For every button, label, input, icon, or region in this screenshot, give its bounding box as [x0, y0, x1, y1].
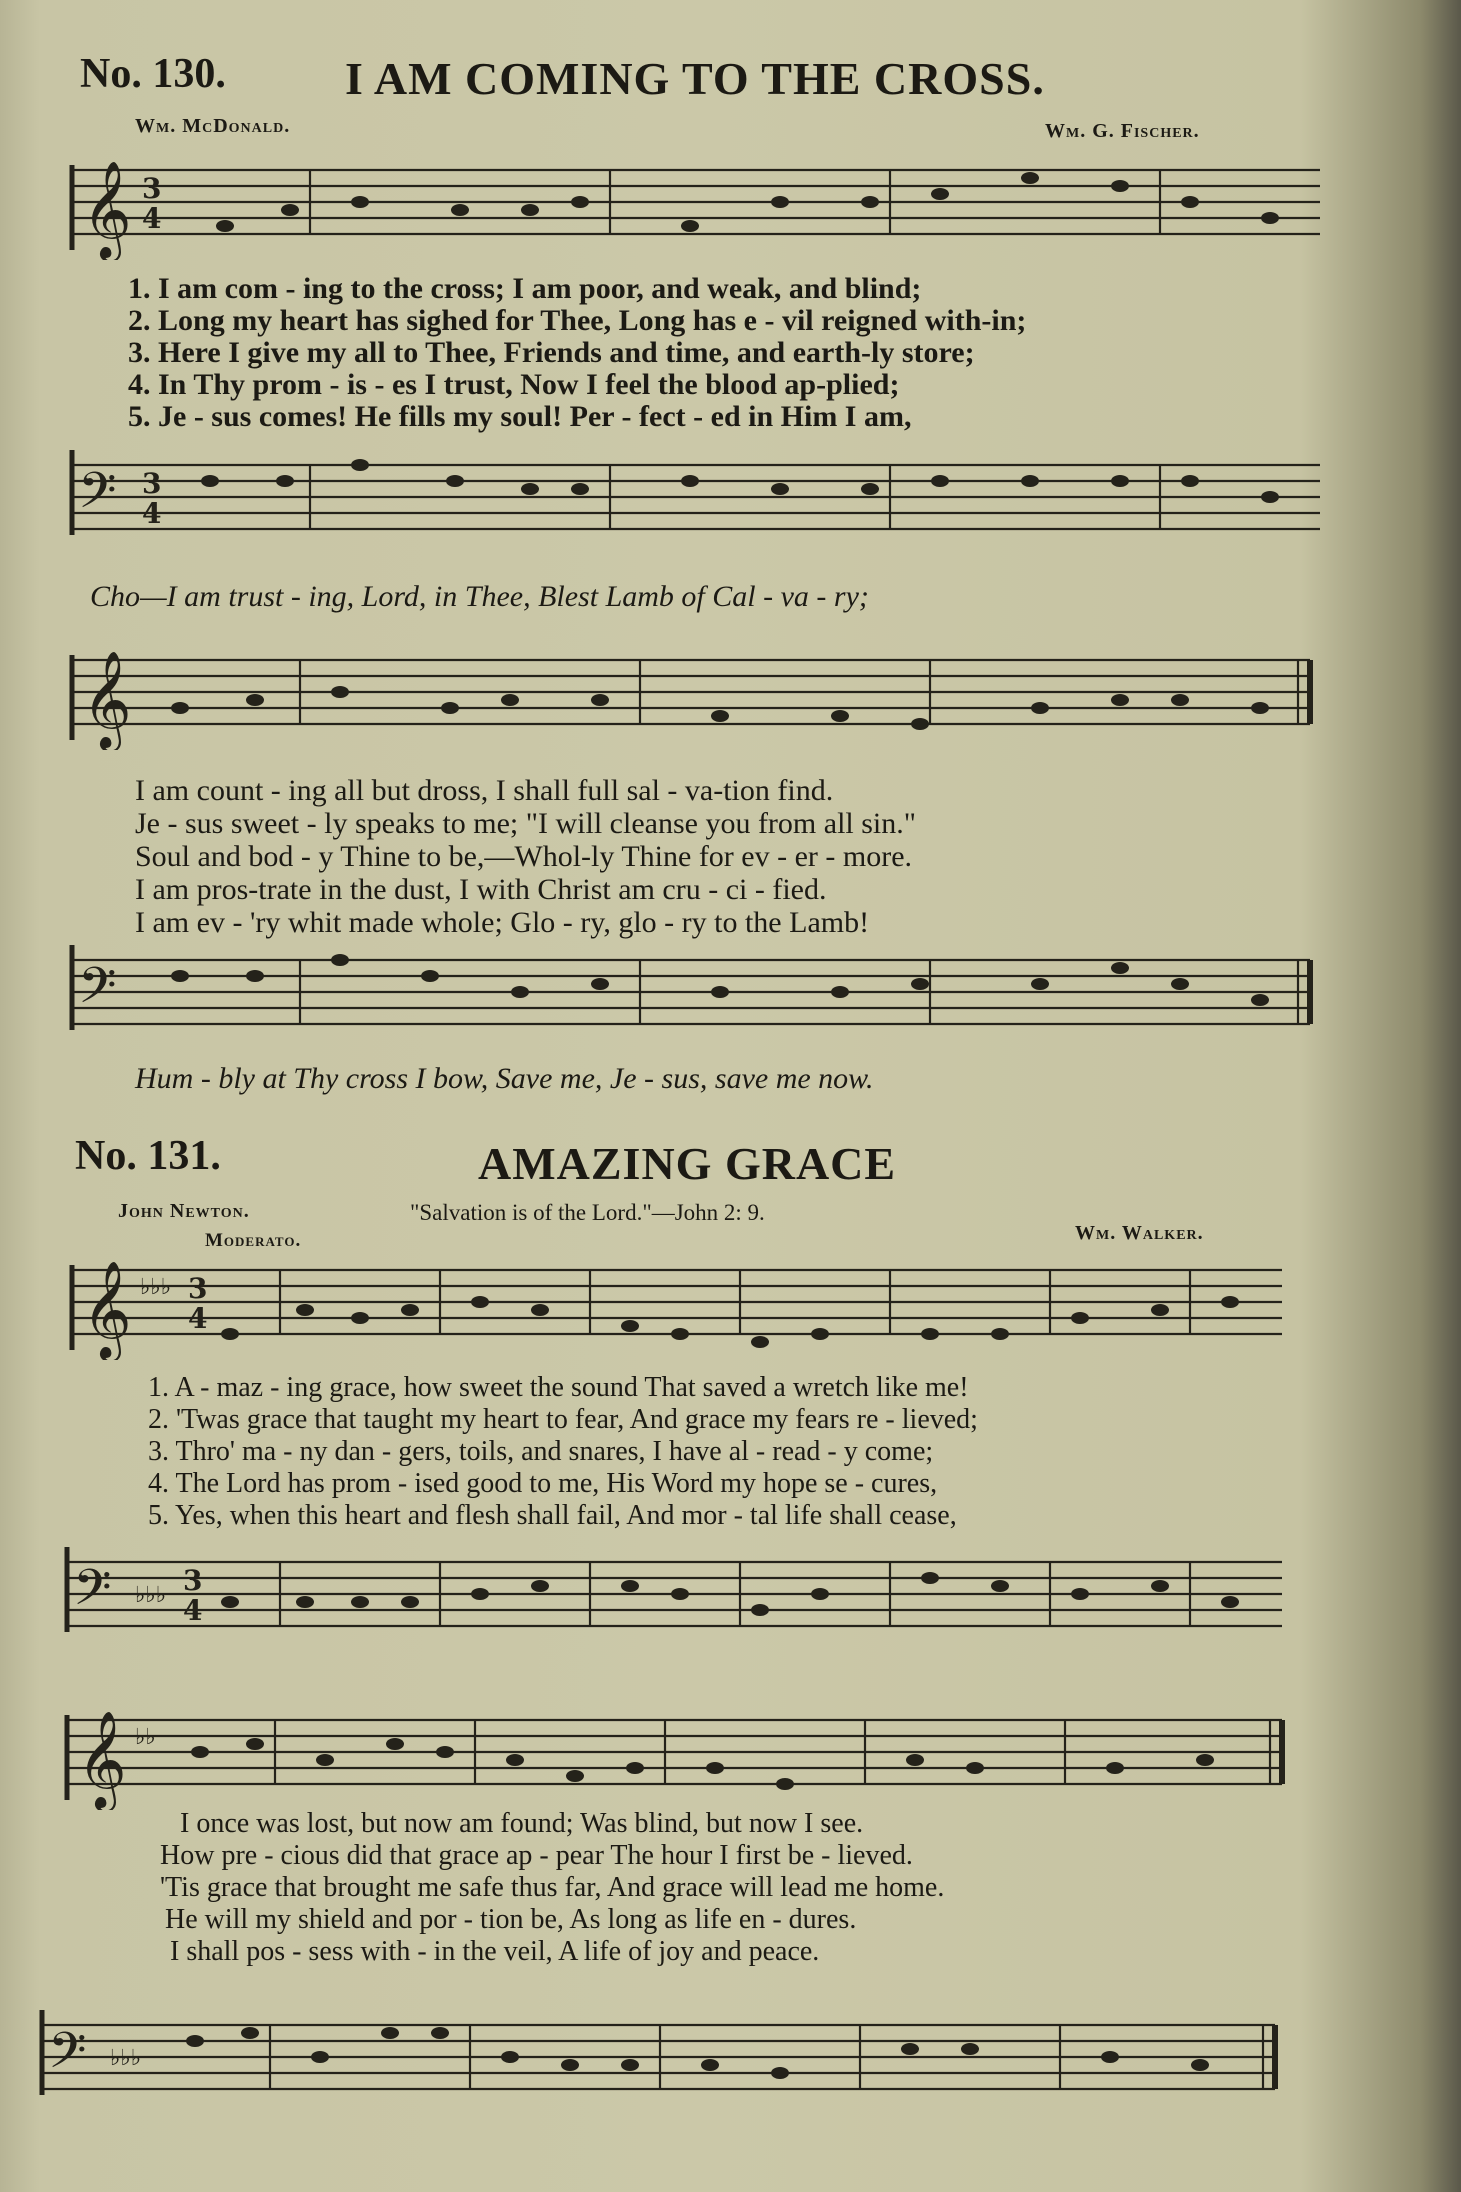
hymn-130-treble-staff-1 [60, 150, 1320, 260]
hymn-130-verse-4a: 4. In Thy prom - is - es I trust, Now I feel the blood ap-plied; [128, 368, 900, 401]
hymn-131-verse-4b: He will my shield and por - tion be, As long as life en - dures. [165, 1904, 857, 1935]
svg-text:𝄢: 𝄢 [78, 957, 117, 1027]
hymn-131-author: John Newton. [118, 1200, 250, 1222]
svg-text:4: 4 [142, 202, 162, 235]
hymn-131-scripture: "Salvation is of the Lord."—John 2: 9. [410, 1200, 765, 1225]
hymn-130-title: I AM COMING TO THE CROSS. [345, 53, 1045, 104]
hymn-131-number: No. 131. [75, 1133, 221, 1179]
svg-text:♭♭♭: ♭♭♭ [140, 1275, 172, 1300]
hymn-130-verse-2b: Je - sus sweet - ly speaks to me; "I will cleanse you from all sin." [135, 807, 916, 840]
svg-text:4: 4 [183, 1594, 203, 1627]
hymn-130-verse-5b: I am ev - 'ry whit made whole; Glo - ry, glo - ry to the Lamb! [135, 906, 870, 939]
hymn-130-treble-staff-2 [60, 640, 1320, 750]
svg-text:3: 3 [183, 1564, 203, 1597]
hymn-130-verse-1b: I am count - ing all but dross, I shall full sal - va-tion find. [135, 774, 834, 807]
hymn-131-verse-5a: 5. Yes, when this heart and flesh shall fail, And mor - tal life shall cease, [148, 1500, 957, 1531]
svg-text:♭♭♭: ♭♭♭ [135, 1583, 167, 1608]
svg-text:𝄢: 𝄢 [78, 462, 117, 532]
hymn-130-bass-staff-2 [60, 940, 1320, 1050]
hymn-131-verse-2a: 2. 'Twas grace that taught my heart to fear, And grace my fears re - lieved; [148, 1404, 978, 1435]
hymn-131-tempo: Moderato. [205, 1230, 302, 1251]
svg-text:𝄞: 𝄞 [82, 160, 132, 258]
hymn-130-bass-staff-1 [60, 445, 1320, 555]
svg-text:4: 4 [142, 497, 162, 530]
hymn-131-bass-staff-1 [55, 1542, 1305, 1652]
hymn-130-chorus-text-bottom: Hum - bly at Thy cross I bow, Save me, Je - sus, save me now. [135, 1062, 874, 1095]
svg-text:3: 3 [188, 1272, 208, 1305]
hymn-130-author: Wm. McDonald. [135, 115, 291, 137]
svg-text:3: 3 [142, 467, 162, 500]
hymn-130-composer: Wm. G. Fischer. [1045, 120, 1200, 142]
hymn-130-chorus-text-top: Cho—I am trust - ing, Lord, in Thee, Blest Lamb of Cal - va - ry; [90, 580, 869, 613]
svg-text:♭♭♭: ♭♭♭ [110, 2046, 142, 2071]
hymn-131-verse-1a: 1. A - maz - ing grace, how sweet the sound That saved a wretch like me! [148, 1372, 969, 1403]
svg-text:𝄢: 𝄢 [73, 1559, 112, 1629]
hymn-130-verse-3b: Soul and bod - y Thine to be,—Whol-ly Thine for ev - er - more. [135, 840, 913, 873]
hymn-131-bass-staff-2 [30, 2005, 1300, 2125]
svg-text:𝄞: 𝄞 [82, 1260, 132, 1358]
hymn-131-verse-1b: I once was lost, but now am found; Was blind, but now I see. [180, 1808, 864, 1839]
hymn-130-verse-5a: 5. Je - sus comes! He fills my soul! Per - fect - ed in Him I am, [128, 400, 912, 433]
svg-text:𝄢: 𝄢 [48, 2022, 87, 2092]
svg-text:4: 4 [188, 1302, 208, 1335]
hymn-130-verse-1a: 1. I am com - ing to the cross; I am poor, and weak, and blind; [128, 272, 922, 305]
hymn-130-verse-2a: 2. Long my heart has sighed for Thee, Long has e - vil reigned with-in; [128, 304, 1027, 337]
svg-text:𝄞: 𝄞 [82, 650, 132, 748]
hymn-131-verse-3a: 3. Thro' ma - ny dan - gers, toils, and snares, I have al - read - y come; [148, 1436, 934, 1467]
hymn-131-verse-2b: How pre - cious did that grace ap - pear The hour I first be - lieved. [160, 1840, 913, 1871]
hymn-130-verse-3a: 3. Here I give my all to Thee, Friends and time, and earth-ly store; [128, 336, 975, 369]
svg-text:3: 3 [142, 172, 162, 205]
hymn-131-treble-staff-1 [60, 1250, 1310, 1360]
hymn-131-treble-staff-2 [55, 1700, 1305, 1810]
hymn-130-number: No. 130. [80, 51, 226, 97]
hymn-131-composer: Wm. Walker. [1075, 1222, 1204, 1244]
hymn-131-verse-3b: 'Tis grace that brought me safe thus far, And grace will lead me home. [160, 1872, 945, 1903]
hymn-130-verse-4b: I am pros-trate in the dust, I with Christ am cru - ci - fied. [135, 873, 827, 906]
svg-text:♭♭: ♭♭ [135, 1725, 156, 1750]
svg-text:𝄞: 𝄞 [77, 1710, 127, 1808]
hymn-131-verse-4a: 4. The Lord has prom - ised good to me, His Word my hope se - cures, [148, 1468, 938, 1499]
hymn-131-verse-5b: I shall pos - sess with - in the veil, A life of joy and peace. [170, 1936, 820, 1967]
hymn-131-title: AMAZING GRACE [478, 1138, 897, 1189]
